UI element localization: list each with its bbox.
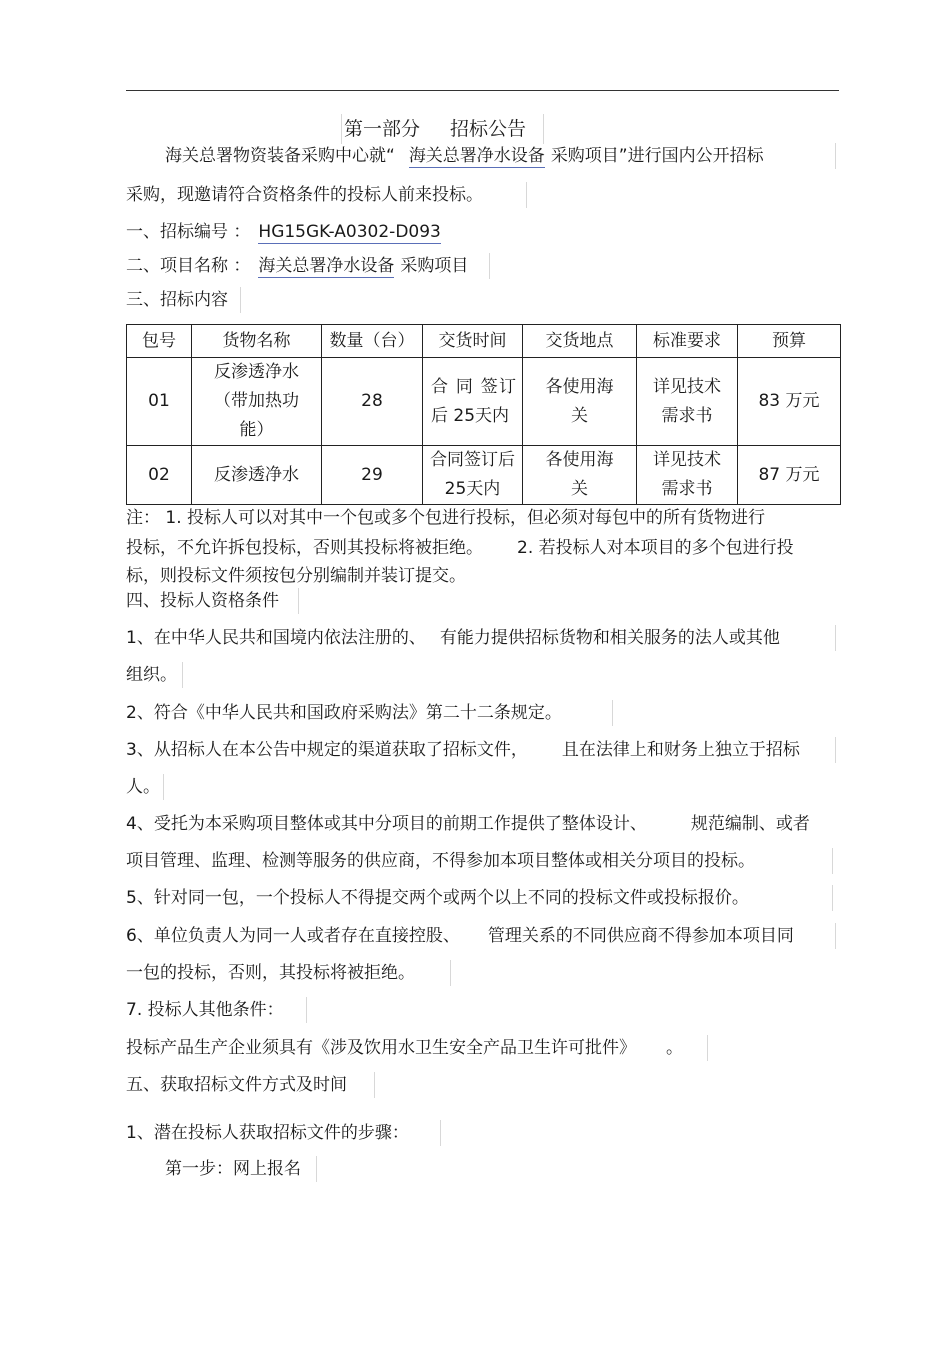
cell-time: 合同签订后25天内 [423, 446, 523, 505]
cell-time: 合 同 签订后 25天内 [423, 358, 523, 446]
qualification-6 [126, 925, 794, 947]
intro-after: 采购项目”进行国内公开招标 [550, 146, 764, 166]
text-edge [298, 588, 299, 614]
col-header: 标准要求 [637, 325, 738, 358]
qualification-1-cont: 组织。 [126, 665, 177, 685]
text-edge [163, 774, 164, 800]
text-edge [316, 1156, 317, 1182]
note-line-1: 注： 1. 投标人可以对其中一个包或多个包进行投标，但必须对每包中的所有货物进行 [126, 508, 766, 528]
bid-number-label: 一、招标编号 ： [126, 222, 251, 242]
text-edge [835, 625, 836, 651]
text-edge [374, 1072, 375, 1098]
note-line-2b: 2. 若投标人对本项目的多个包进行投 [517, 538, 794, 558]
text-edge [707, 1035, 708, 1061]
text-edge [832, 848, 833, 874]
text-edge [440, 1120, 441, 1146]
cell-place: 各使用海关 [523, 358, 637, 446]
cell-budget: 83 万元 [738, 358, 841, 446]
text-edge [835, 737, 836, 763]
page-title [344, 118, 526, 140]
col-header: 预算 [738, 325, 841, 358]
table-header-row [127, 325, 841, 358]
qualification-6-cont: 一包的投标，否则，其投标将被拒绝。 [126, 963, 415, 983]
text-edge [240, 287, 241, 313]
section-5-heading: 五、获取招标文件方式及时间 [126, 1075, 347, 1095]
text-edge [341, 114, 342, 144]
qualification-3 [126, 739, 800, 761]
text-edge [489, 253, 490, 279]
qualification-1b: 有能力提供招标货物和相关服务的法人或其他 [439, 628, 780, 648]
bid-number: HG15GK-A0302-D093 [258, 222, 441, 242]
col-header: 包号 [127, 325, 192, 358]
cell-goods: 反渗透净水 [192, 446, 322, 505]
qualification-4b: 规范编制、或者 [690, 814, 810, 834]
table-row [127, 446, 841, 505]
qualification-2: 2、符合《中华人民共和国政府采购法》第二十二条规定。 [126, 703, 562, 723]
title-label: 招标公告 [450, 118, 527, 140]
intro-line-1 [165, 145, 764, 167]
qualification-7-detail-a: 投标产品生产企业须具有《涉及饮用水卫生安全产品卫生许可批件》 [126, 1038, 636, 1058]
note-line-3: 标，则投标文件须按包分别编制并装订提交。 [126, 566, 466, 586]
project-name-value: 海关总署净水设备 [258, 256, 395, 276]
section-4-heading: 四、投标人资格条件 [126, 591, 279, 611]
cell-package: 01 [127, 358, 192, 446]
cell-place: 各使用海关 [523, 446, 637, 505]
note-line-2 [126, 537, 794, 559]
project-name-suffix: 采购项目 [400, 256, 469, 276]
qualification-7: 7. 投标人其他条件： [126, 1000, 284, 1020]
cell-package: 02 [127, 446, 192, 505]
cell-std: 详见技术需求书 [637, 358, 738, 446]
text-edge [835, 923, 836, 949]
qualification-6a: 6、单位负责人为同一人或者存在直接控股、 [126, 926, 460, 946]
cell-qty: 29 [322, 446, 423, 505]
intro-before: 海关总署物资装备采购中心就“ [165, 146, 395, 166]
qualification-4a: 4、受托为本采购项目整体或其中分项目的前期工作提供了整体设计、 [126, 814, 647, 834]
section-3-heading: 三、招标内容 [126, 290, 228, 310]
qualification-4 [126, 813, 810, 835]
text-edge [306, 997, 307, 1023]
qualification-1a: 1、在中华人民共和国境内依法注册的、 [126, 628, 426, 648]
col-header: 数量（台） [322, 325, 423, 358]
cell-budget: 87 万元 [738, 446, 841, 505]
table-row [127, 358, 841, 446]
qualification-5: 5、针对同一包，一个投标人不得提交两个或两个以上不同的投标文件或投标报价。 [126, 888, 749, 908]
project-name: 海关总署净水设备 [408, 146, 545, 166]
bid-content-table [126, 324, 841, 505]
qualification-7-detail-b: 。 [666, 1038, 683, 1058]
text-edge [832, 885, 833, 911]
bid-number-line [126, 221, 441, 243]
project-name-label: 二、项目名称 ： [126, 256, 251, 276]
project-name-line [126, 255, 468, 277]
col-header: 交货地点 [523, 325, 637, 358]
text-edge [835, 143, 836, 169]
text-edge [612, 700, 613, 726]
text-edge [543, 114, 544, 144]
qualification-3-cont: 人。 [126, 777, 160, 797]
qualification-4-cont: 项目管理、监理、检测等服务的供应商，不得参加本项目整体或相关分项目的投标。 [126, 851, 755, 871]
part-label: 第一部分 [344, 118, 421, 140]
steps-intro: 1、潜在投标人获取招标文件的步骤： [126, 1123, 409, 1143]
col-header: 交货时间 [423, 325, 523, 358]
header-rule [126, 90, 839, 91]
cell-std: 详见技术需求书 [637, 446, 738, 505]
qualification-3b: 且在法律上和财务上独立于招标 [561, 740, 800, 760]
cell-qty: 28 [322, 358, 423, 446]
intro-line-2: 采购，现邀请符合资格条件的投标人前来投标。 [126, 185, 483, 205]
text-edge [182, 662, 183, 688]
note-line-2a: 投标，不允许拆包投标，否则其投标将被拒绝。 [126, 538, 483, 558]
col-header: 货物名称 [192, 325, 322, 358]
qualification-1 [126, 627, 780, 649]
qualification-6b: 管理关系的不同供应商不得参加本项目同 [487, 926, 794, 946]
text-edge [450, 960, 451, 986]
qualification-7-detail [126, 1037, 683, 1059]
step-1: 第一步：网上报名 [165, 1159, 301, 1179]
qualification-3a: 3、从招标人在本公告中规定的渠道获取了招标文件， [126, 740, 528, 760]
cell-goods: 反渗透净水（带加热功能） [192, 358, 322, 446]
text-edge [526, 182, 527, 208]
